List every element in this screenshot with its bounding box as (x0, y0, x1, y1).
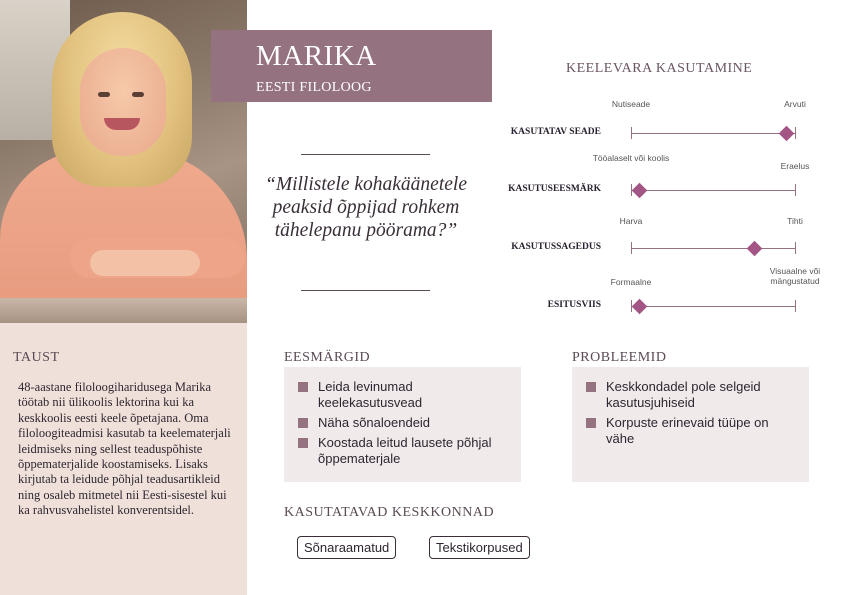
slider-right-label: Arvuti (784, 99, 806, 109)
slider-label: ESITUSVIIS (547, 300, 601, 310)
square-bullet-icon (298, 382, 308, 392)
slider-marker-diamond (631, 182, 647, 198)
goals-title: EESMÄRGID (284, 350, 371, 365)
slider-tick-end (795, 242, 796, 254)
problem-item (586, 379, 799, 411)
slider-tick-end (795, 127, 796, 139)
background-text: 48-aastane filoloogiharidusega Marika töötab nii ülikoolis lektorina kui ka keskkoolis eesti keele õpetajana. Oma filoloogiteadmisi kasutab ta keelematerjali leidmiseks ning sellest teaduspõhiste õppematerjalide koostamiseks. Lisaks kirjutab ta leidude põhjal teadusartikleid ning osaleb mitmetel nii Eesti-sisestel kui ka rahvusvahelistel konverentsidel. (18, 380, 231, 518)
slider-left-label: Harva (619, 216, 643, 226)
goal-item-text: Näha sõnaloendeid (318, 415, 431, 430)
tag-dictionaries: Sõnaraamatud (297, 536, 396, 559)
problems-title: PROBLEEMID (572, 350, 667, 365)
slider-track (631, 248, 795, 249)
goals-list (298, 379, 511, 467)
goal-item-text: Koostada leitud lausete põhjal õppematerjale (318, 435, 492, 466)
square-bullet-icon (298, 438, 308, 448)
square-bullet-icon (586, 418, 596, 428)
slider-tick-end (795, 300, 796, 312)
environments-title: KASUTATAVAD KESKKONNAD (284, 505, 495, 520)
problem-item-text: Keskkondadel pole selgeid kasutusjuhiseid (606, 379, 761, 410)
slider-left-label: Formaalne (610, 277, 652, 287)
goal-item (298, 415, 511, 431)
goal-item (298, 379, 511, 411)
slider-label: KASUTUSEESMÄRK (508, 184, 601, 194)
slider-tick-start (631, 127, 632, 139)
persona-name: MARIKA (256, 40, 377, 72)
slider-right-label: Tihti (787, 216, 803, 226)
slider-right-label: Eraelus (780, 161, 810, 171)
problem-item (586, 415, 799, 447)
resource-usage-title: KEELEVARA KASUTAMINE (566, 61, 753, 76)
tag-text-corpora: Tekstikorpused (429, 536, 530, 559)
slider-marker-diamond (631, 298, 647, 314)
background-title: TAUST (13, 350, 60, 365)
square-bullet-icon (586, 382, 596, 392)
persona-name-box (211, 30, 492, 102)
problem-item-text: Korpuste erinevaid tüüpe on vähe (606, 415, 769, 446)
persona-role: EESTI FILOLOOG (256, 80, 372, 95)
quote-divider-top (301, 154, 430, 155)
goal-item-text: Leida levinumad keelekasutusvead (318, 379, 423, 410)
goals-box (284, 367, 521, 482)
slider-left-label: Tööalaselt või koolis (592, 153, 670, 163)
problems-list (586, 379, 799, 447)
goal-item (298, 435, 511, 467)
slider-track (631, 306, 795, 307)
slider-tick-end (795, 184, 796, 196)
slider-label: KASUTATAV SEADE (510, 127, 601, 137)
persona-photo (0, 0, 247, 323)
slider-track (631, 190, 795, 191)
slider-tick-start (631, 242, 632, 254)
quote-divider-bottom (301, 290, 430, 291)
square-bullet-icon (298, 418, 308, 428)
slider-label: KASUTUSSAGEDUS (511, 242, 601, 252)
problems-box (572, 367, 809, 482)
persona-quote: “Millistele kohakäänetele peaksid õppijad rohkem tähelepanu pöörama?” (265, 174, 467, 241)
slider-marker-diamond (746, 240, 762, 256)
slider-left-label: Nutiseade (611, 99, 651, 109)
slider-track (631, 133, 795, 134)
slider-marker-diamond (779, 125, 795, 141)
slider-right-label: Visuaalne või mängustatud (769, 266, 821, 286)
